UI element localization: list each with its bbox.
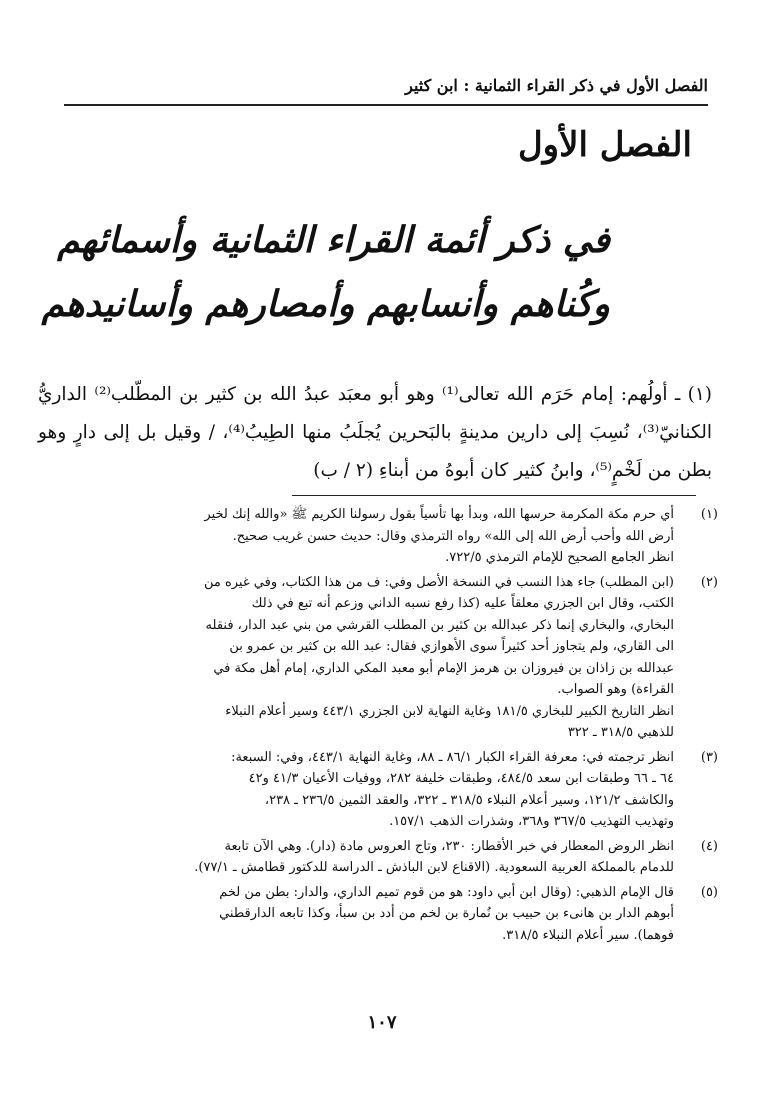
footnote-line: قال الإمام الذهبي: (وقال ابن أبي داود: هو من قوم تميم الداري، والدار: بطن من لخم (219, 884, 674, 900)
footnote-line: القراءة) وهو الصواب. (557, 682, 674, 697)
footnote-line: فوهما). سير أعلام النبلاء ٣١٨/٥. (502, 927, 674, 943)
page-number: ١٠٧ (367, 1012, 397, 1033)
subtitle-line: وكُناهم وأنسابهم وأمصارهم وأسانيدهم (41, 283, 610, 325)
footnote-line: عبدالله بن زاذان بن فيروزان بن هرمز الإمام أبو معبد المكي الداري، إمام أهل مكة في (213, 660, 674, 676)
footnote-text (38, 747, 674, 833)
footnote-line: للذهبي ٣١٨/٥ ـ ٣٢٢ (567, 725, 674, 740)
footnote-4 (38, 836, 718, 879)
footnote-1 (38, 504, 718, 569)
footnote-line: انظر الجامع الصحيح للإمام الترمذي ٧٢٢/٥. (445, 550, 674, 565)
footnote-line: الكتب، وقال ابن الجزري معلقاً عليه (كذا رفع نسبه الداني وزعم أنه تبع في ذلك (251, 596, 674, 611)
footnote-line: الى القاري، ولم يتجاوز أحد كثيراً سوى الأهوازي فقال: عبد الله بن كثير بن عمرو بن (229, 639, 674, 654)
footnote-number: (٤) (700, 838, 718, 854)
footnote-line: أرض الله وأحب أرض الله إلى الله» رواه الترمذي وقال: حديث حسن غريب صحيح. (232, 528, 674, 544)
footnote-line: انظر التاريخ الكبير للبخاري ١٨١/٥ وغاية النهاية لابن الجزري ٤٤٣/١ وسير أعلام النبلاء (225, 703, 674, 719)
footnote-number: (١) (700, 507, 718, 522)
footnote-line: وتهذيب التهذيب ٣٦٧/٥ و٣٦٨، وشذرات الذهب ١٥٧/١. (389, 814, 674, 829)
footnote-line: ٦٤ ـ ٦٦ وطبقات ابن سعد ٤٨٤/٥، وطبقات خليفة ٢٨٢، ووفيات الأعيان ٤١/٣ و٤٢ (248, 771, 674, 786)
footnote-text (38, 572, 674, 744)
footnote-5 (38, 882, 718, 947)
footnote-number: (٣) (700, 749, 718, 765)
footnote-line: للدمام بالمملكة العربية السعودية. (الاقناع لابن الباذش ـ الدراسة للدكتور قطامش ـ ٧٧/١). (194, 860, 674, 875)
footnote-text (38, 836, 674, 879)
footnote-line: انظر ترجمته في: معرفة القراء الكبار ٨٦/١ ـ ٨٨، وغاية النهاية ٤٤٣/١، وفي: السبعة: (231, 749, 674, 765)
footnote-number: (٥) (700, 884, 718, 900)
running-header (64, 68, 708, 106)
footnote-line: والكاشف ١٢١/٢، وسير أعلام النبلاء ٣١٨/٥ ـ ٣٢٢، والعقد الثمين ٢٣٦/٥ ـ ٢٣٨، (264, 792, 674, 808)
footnote-separator (292, 495, 696, 496)
footnote-line: البخاري، والبخاري إنما ذكر عبدالله بن كثير بن المطلب القرشي من بني عبد الدار، فنقله (205, 617, 674, 633)
footnote-2 (38, 572, 718, 744)
chapter-subtitle (41, 208, 610, 336)
footnote-3 (38, 747, 718, 833)
footnote-text (38, 882, 674, 947)
main-text (38, 376, 712, 490)
footnotes (38, 504, 718, 949)
footnote-number: (٢) (700, 574, 718, 590)
paragraph: (١) ـ أولُهم: إمام حَرَم الله تعالى⁽¹⁾ وهو أبو معبَد عبدُ الله بن كثير بن المطّلب⁽²⁾ الداريُّ الكنانيّ⁽³⁾، نُسِبَ إلى دارين مدينةٍ بالبَحرين يُجلَبُ منها الطِيبُ⁽⁴⁾، / وقيل بل إلى دارٍ وهو بطن من لَخْمٍ⁽⁵⁾، وابنُ كثير كان أبوهُ من أبناءِ (٢ / ب) (38, 384, 713, 481)
footnote-line: أي حرم مكة المكرمة حرسها الله، وبدأ بها تأسياً بقول رسولنا الكريم ﷺ «والله إنك لخير (204, 507, 674, 522)
running-title: الفصل الأول في ذكر القراء الثمانية : ابن كثير (405, 76, 708, 95)
subtitle-line: في ذكر أئمة القراء الثمانية وأسمائهم (57, 219, 610, 261)
footnote-line: انظر الروض المعطار في خبر الأقطار: ٢٣٠، وتاج العروس مادة (دار). وهي الآن تابعة (224, 838, 674, 854)
footnote-line: (ابن المطلب) جاء هذا النسب في النسخة الأصل وفي: ف من هذا الكتاب، وفي غيره من (203, 574, 674, 590)
footnote-line: أبوهم الدار بن هانىء بن حبيب بن نُمارة بن لخم من أدد بن سبأ، وكذا تابعه الدارقطني (219, 906, 674, 921)
chapter-title: الفصل الأول (517, 125, 692, 165)
footnote-text (38, 504, 674, 569)
